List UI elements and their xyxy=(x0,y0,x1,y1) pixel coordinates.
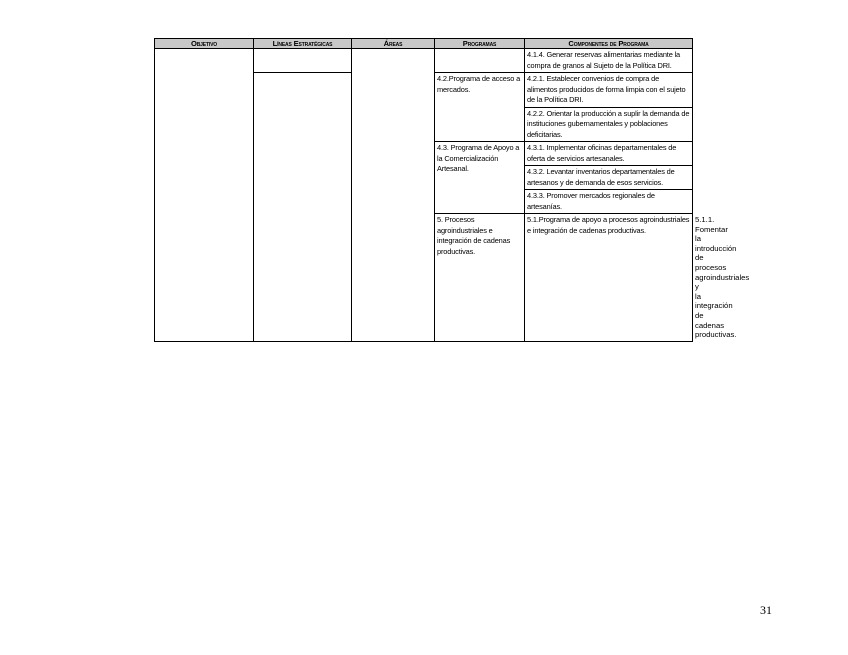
cell-objetivo xyxy=(155,49,254,342)
header-lineas-estrategicas: Líneas Estratégicas xyxy=(254,39,352,49)
cell-area-4 xyxy=(352,49,435,342)
header-componentes: Componentes de Programa xyxy=(525,39,693,49)
table-header-row xyxy=(155,39,693,49)
component-4-3-3: 4.3.3. Promover mercados regionales de artesanías. xyxy=(525,190,693,214)
program-4-2: 4.2.Programa de acceso a mercados. xyxy=(435,73,525,142)
cell-linea-2 xyxy=(254,73,352,342)
component-4-2-1: 4.2.1. Establecer convenios de compra de alimentos producidos de forma limpia con el sujeto de la Política DRI. xyxy=(525,73,693,108)
program-4-3: 4.3. Programa de Apoyo a la Comercialización Artesanal. xyxy=(435,142,525,214)
header-objetivo: Objetivo xyxy=(155,39,254,49)
component-4-3-2: 4.3.2. Levantar inventarios departamentales de artesanos y de demanda de esos servicios. xyxy=(525,166,693,190)
table-row xyxy=(155,49,693,73)
component-4-2-2: 4.2.2. Orientar la producción a suplir la demanda de instituciones gubernamentales y poblaciones deficitarias. xyxy=(525,107,693,142)
component-4-3-1: 4.3.1. Implementar oficinas departamentales de oferta de servicios artesanales. xyxy=(525,142,693,166)
cell-linea-1 xyxy=(254,49,352,73)
area-5: 5. Procesos agroindustriales e integración de cadenas productivas. xyxy=(435,214,525,342)
table-row: 5. Procesos agroindustriales e integración de cadenas productivas. 5.1.Programa de apoyo a procesos agroindustriales e integración de cadenas productivas. 5.1.1. Fomentar la introducción de procesos agroindustriales y la integración de cadenas productivas. xyxy=(155,214,693,342)
strategy-table xyxy=(154,38,750,342)
header-areas: Áreas xyxy=(352,39,435,49)
cell-program-4-1 xyxy=(435,49,525,73)
page-number: 31 xyxy=(760,603,772,617)
program-5-1: 5.1.Programa de apoyo a procesos agroindustriales e integración de cadenas productivas. xyxy=(525,214,693,342)
header-programas: Programas xyxy=(435,39,525,49)
component-4-1-4: 4.1.4. Generar reservas alimentarias mediante la compra de granos al Sujeto de la Política DRI. xyxy=(525,49,693,73)
